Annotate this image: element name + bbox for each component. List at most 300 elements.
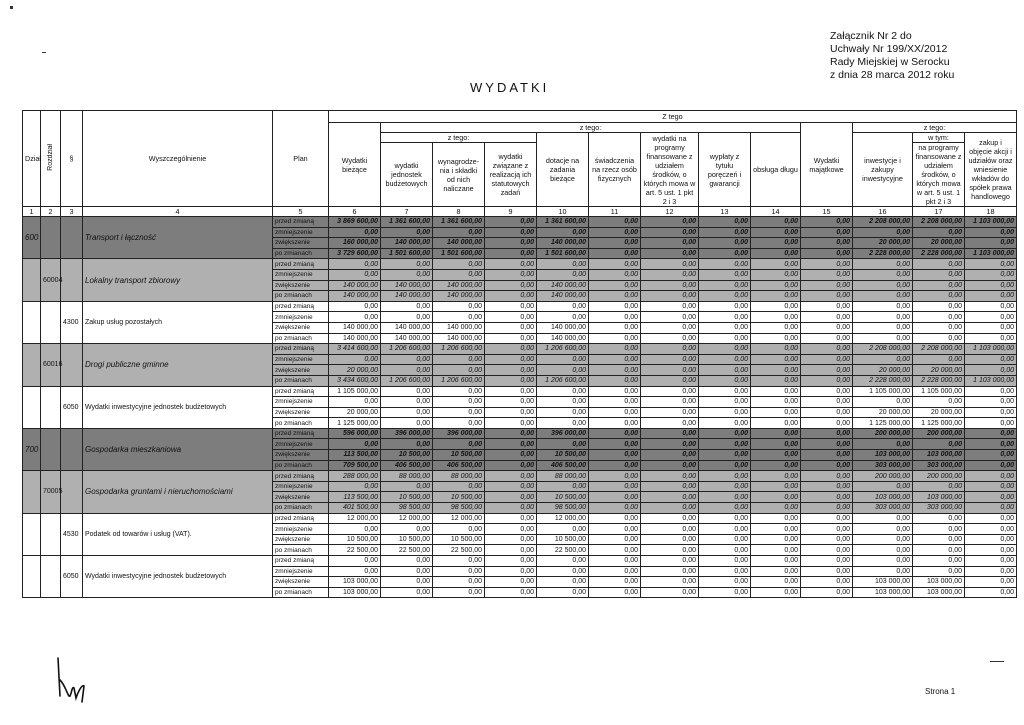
value-cell: 0,00 [641, 365, 699, 376]
value-cell: 0,00 [589, 386, 641, 397]
row-kind-label: zwiększenie [273, 450, 329, 461]
value-cell: 0,00 [699, 556, 751, 567]
value-cell: 0,00 [965, 418, 1017, 429]
value-cell: 22 500,00 [537, 545, 589, 556]
column-number: 8 [433, 207, 485, 217]
value-cell: 0,00 [485, 513, 537, 524]
value-cell: 0,00 [589, 439, 641, 450]
value-cell: 0,00 [589, 301, 641, 312]
value-cell: 0,00 [589, 513, 641, 524]
value-cell: 0,00 [381, 439, 433, 450]
row-kind-label: zmniejszenie [273, 524, 329, 535]
value-cell: 0,00 [537, 386, 589, 397]
row-kind-label: zmniejszenie [273, 481, 329, 492]
value-cell: 0,00 [965, 269, 1017, 280]
value-cell: 0,00 [699, 333, 751, 344]
value-cell: 0,00 [801, 577, 853, 588]
row-kind-label: zmniejszenie [273, 269, 329, 280]
value-cell: 0,00 [699, 587, 751, 598]
value-cell: 0,00 [965, 397, 1017, 408]
value-cell: 103 000,00 [913, 450, 965, 461]
col-inwestycje: inwestycje i zakupy inwestycyjne [853, 133, 913, 207]
value-cell: 0,00 [641, 375, 699, 386]
value-cell: 0,00 [537, 269, 589, 280]
value-cell: 0,00 [485, 566, 537, 577]
column-number: 9 [485, 207, 537, 217]
value-cell: 0,00 [801, 471, 853, 482]
value-cell: 10 500,00 [537, 534, 589, 545]
row-kind-label: zmniejszenie [273, 354, 329, 365]
value-cell: 0,00 [381, 227, 433, 238]
value-cell: 0,00 [589, 375, 641, 386]
value-cell: 0,00 [913, 259, 965, 270]
value-cell: 140 000,00 [329, 322, 381, 333]
value-cell: 1 103 000,00 [965, 248, 1017, 259]
row-kind-label: przed zmianą [273, 259, 329, 270]
table-row [23, 513, 1017, 524]
paragraf-cell: 4300 [61, 301, 83, 343]
value-cell: 0,00 [965, 513, 1017, 524]
value-cell: 1 501 600,00 [433, 248, 485, 259]
paragraf-cell [61, 344, 83, 386]
value-cell: 140 000,00 [537, 333, 589, 344]
column-number: 7 [381, 207, 433, 217]
row-kind-label: przed zmianą [273, 428, 329, 439]
value-cell: 0,00 [699, 269, 751, 280]
value-cell: 0,00 [485, 322, 537, 333]
row-kind-label: po zmianach [273, 375, 329, 386]
value-cell: 113 500,00 [329, 450, 381, 461]
value-cell: 0,00 [589, 577, 641, 588]
value-cell: 10 500,00 [381, 534, 433, 545]
header-line-3: Rady Miejskiej w Serocku [830, 56, 950, 68]
value-cell: 1 206 600,00 [381, 344, 433, 355]
description-cell: Transport i łączność [83, 217, 273, 259]
value-cell: 0,00 [589, 450, 641, 461]
value-cell: 0,00 [853, 481, 913, 492]
scan-dash [42, 52, 46, 53]
value-cell: 0,00 [965, 556, 1017, 567]
value-cell: 1 501 600,00 [537, 248, 589, 259]
value-cell: 0,00 [853, 259, 913, 270]
value-cell: 0,00 [641, 566, 699, 577]
value-cell: 0,00 [699, 460, 751, 471]
value-cell: 0,00 [641, 418, 699, 429]
value-cell: 0,00 [641, 450, 699, 461]
value-cell: 10 500,00 [433, 534, 485, 545]
value-cell: 0,00 [801, 524, 853, 535]
value-cell: 0,00 [699, 450, 751, 461]
value-cell: 140 000,00 [433, 322, 485, 333]
rozdzial-cell: 70005 [41, 471, 61, 513]
value-cell: 0,00 [751, 577, 801, 588]
value-cell: 0,00 [801, 481, 853, 492]
value-cell: 0,00 [965, 428, 1017, 439]
value-cell: 0,00 [381, 418, 433, 429]
value-cell: 10 500,00 [433, 492, 485, 503]
value-cell: 0,00 [965, 259, 1017, 270]
col-plan: Plan [273, 111, 329, 207]
value-cell: 1 361 600,00 [381, 217, 433, 228]
value-cell: 0,00 [853, 439, 913, 450]
value-cell: 0,00 [801, 269, 853, 280]
value-cell: 0,00 [433, 269, 485, 280]
row-kind-label: zmniejszenie [273, 312, 329, 323]
value-cell: 0,00 [589, 312, 641, 323]
value-cell: 303 000,00 [913, 460, 965, 471]
row-kind-label: po zmianach [273, 291, 329, 302]
value-cell: 2 228 000,00 [853, 375, 913, 386]
value-cell: 0,00 [537, 481, 589, 492]
page-number: Strona 1 [925, 687, 956, 696]
value-cell: 1 206 600,00 [433, 344, 485, 355]
value-cell: 0,00 [913, 556, 965, 567]
col-wynagrodzenia: wynagrodze-nia i składki od nich naliczane [433, 143, 485, 207]
value-cell: 0,00 [751, 248, 801, 259]
value-cell: 20 000,00 [329, 407, 381, 418]
value-cell: 0,00 [641, 291, 699, 302]
value-cell: 596 000,00 [329, 428, 381, 439]
value-cell: 12 000,00 [381, 513, 433, 524]
value-cell: 0,00 [537, 354, 589, 365]
value-cell: 2 228 000,00 [913, 375, 965, 386]
value-cell: 0,00 [751, 481, 801, 492]
value-cell: 0,00 [433, 566, 485, 577]
table-row [23, 217, 1017, 228]
value-cell: 0,00 [485, 333, 537, 344]
value-cell: 140 000,00 [381, 322, 433, 333]
value-cell: 0,00 [801, 566, 853, 577]
value-cell: 0,00 [801, 333, 853, 344]
value-cell: 0,00 [589, 545, 641, 556]
value-cell: 0,00 [589, 418, 641, 429]
value-cell: 0,00 [751, 524, 801, 535]
col-wydatki-zadania: wydatki związane z realizacją ich statutowych zadań [485, 143, 537, 207]
value-cell: 0,00 [589, 227, 641, 238]
value-cell: 0,00 [329, 481, 381, 492]
value-cell: 1 125 000,00 [913, 418, 965, 429]
value-cell: 103 000,00 [853, 587, 913, 598]
value-cell: 0,00 [751, 322, 801, 333]
value-cell: 0,00 [913, 566, 965, 577]
value-cell: 0,00 [485, 291, 537, 302]
value-cell: 0,00 [853, 301, 913, 312]
value-cell: 0,00 [699, 492, 751, 503]
table-row [23, 386, 1017, 397]
value-cell: 0,00 [965, 471, 1017, 482]
value-cell: 103 000,00 [329, 577, 381, 588]
value-cell: 0,00 [485, 344, 537, 355]
value-cell: 0,00 [433, 577, 485, 588]
value-cell: 0,00 [537, 259, 589, 270]
value-cell: 0,00 [537, 566, 589, 577]
value-cell: 0,00 [801, 492, 853, 503]
value-cell: 0,00 [801, 386, 853, 397]
value-cell: 0,00 [801, 407, 853, 418]
value-cell: 103 000,00 [913, 577, 965, 588]
value-cell: 10 500,00 [537, 450, 589, 461]
paragraf-cell [61, 428, 83, 470]
value-cell: 0,00 [801, 587, 853, 598]
value-cell: 0,00 [485, 354, 537, 365]
rozdzial-cell [41, 428, 61, 470]
value-cell: 0,00 [329, 556, 381, 567]
col-wyszczegolnienie: Wyszczególnienie [83, 111, 273, 207]
value-cell: 0,00 [485, 556, 537, 567]
value-cell: 0,00 [485, 450, 537, 461]
value-cell: 0,00 [853, 397, 913, 408]
value-cell: 0,00 [751, 375, 801, 386]
value-cell: 10 500,00 [381, 492, 433, 503]
col-rozdzial-text: Rozdział [47, 144, 54, 171]
value-cell: 0,00 [965, 238, 1017, 249]
value-cell: 0,00 [641, 587, 699, 598]
rozdzial-cell [41, 386, 61, 428]
dzial-cell [23, 386, 41, 428]
value-cell: 0,00 [641, 354, 699, 365]
value-cell: 88 000,00 [433, 471, 485, 482]
value-cell: 0,00 [913, 322, 965, 333]
value-cell: 0,00 [485, 587, 537, 598]
value-cell: 0,00 [853, 269, 913, 280]
value-cell: 0,00 [801, 460, 853, 471]
value-cell: 401 500,00 [329, 503, 381, 514]
page-title: WYDATKI [470, 80, 550, 95]
value-cell: 1 206 600,00 [381, 375, 433, 386]
value-cell: 200 000,00 [913, 428, 965, 439]
value-cell: 140 000,00 [433, 333, 485, 344]
value-cell: 0,00 [965, 291, 1017, 302]
value-cell: 0,00 [751, 471, 801, 482]
header-line-1: Załącznik Nr 2 do [830, 30, 912, 42]
value-cell: 0,00 [913, 439, 965, 450]
value-cell: 1 105 000,00 [913, 386, 965, 397]
value-cell: 0,00 [589, 407, 641, 418]
value-cell: 0,00 [801, 238, 853, 249]
value-cell: 0,00 [965, 577, 1017, 588]
value-cell: 0,00 [433, 418, 485, 429]
value-cell: 0,00 [913, 280, 965, 291]
value-cell: 0,00 [641, 460, 699, 471]
value-cell: 0,00 [433, 386, 485, 397]
value-cell: 0,00 [381, 577, 433, 588]
value-cell: 0,00 [801, 259, 853, 270]
value-cell: 0,00 [537, 301, 589, 312]
value-cell: 1 206 600,00 [537, 344, 589, 355]
value-cell: 0,00 [699, 291, 751, 302]
value-cell: 103 000,00 [913, 587, 965, 598]
expenses-table [22, 110, 1017, 598]
column-number: 16 [853, 207, 913, 217]
value-cell: 0,00 [589, 503, 641, 514]
col-z-tego-majatkowe: z tego: [853, 123, 1017, 133]
value-cell: 0,00 [641, 217, 699, 228]
value-cell: 0,00 [485, 269, 537, 280]
row-kind-label: zwiększenie [273, 365, 329, 376]
value-cell: 288 000,00 [329, 471, 381, 482]
value-cell: 98 500,00 [537, 503, 589, 514]
value-cell: 0,00 [913, 269, 965, 280]
value-cell: 0,00 [641, 344, 699, 355]
value-cell: 0,00 [965, 354, 1017, 365]
value-cell: 0,00 [853, 354, 913, 365]
value-cell: 0,00 [965, 524, 1017, 535]
value-cell: 0,00 [433, 301, 485, 312]
value-cell: 0,00 [589, 259, 641, 270]
value-cell: 0,00 [381, 301, 433, 312]
column-number: 17 [913, 207, 965, 217]
value-cell: 0,00 [537, 577, 589, 588]
col-wydatki-biezace: Wydatki bieżące [329, 123, 381, 207]
row-kind-label: po zmianach [273, 418, 329, 429]
column-number: 5 [273, 207, 329, 217]
value-cell: 0,00 [381, 407, 433, 418]
value-cell: 0,00 [751, 545, 801, 556]
value-cell: 0,00 [751, 566, 801, 577]
value-cell: 0,00 [751, 354, 801, 365]
rozdzial-cell [41, 556, 61, 598]
description-cell: Wydatki inwestycyjne jednostek budżetowych [83, 556, 273, 598]
value-cell: 0,00 [589, 481, 641, 492]
value-cell: 88 000,00 [381, 471, 433, 482]
value-cell: 0,00 [801, 513, 853, 524]
paragraf-cell [61, 259, 83, 301]
value-cell: 0,00 [641, 534, 699, 545]
value-cell: 0,00 [381, 365, 433, 376]
rozdzial-cell [41, 513, 61, 555]
value-cell: 2 208 000,00 [853, 344, 913, 355]
value-cell: 0,00 [433, 481, 485, 492]
col-z-tego-jednostek: z tego: [381, 133, 537, 143]
value-cell: 0,00 [433, 259, 485, 270]
rozdzial-cell [41, 217, 61, 259]
value-cell: 0,00 [965, 322, 1017, 333]
value-cell: 0,00 [537, 524, 589, 535]
value-cell: 0,00 [913, 524, 965, 535]
value-cell: 0,00 [589, 322, 641, 333]
value-cell: 0,00 [641, 545, 699, 556]
value-cell: 160 000,00 [329, 238, 381, 249]
description-cell: Wydatki inwestycyjne jednostek budżetowych [83, 386, 273, 428]
value-cell: 0,00 [751, 269, 801, 280]
value-cell: 0,00 [965, 439, 1017, 450]
value-cell: 0,00 [699, 375, 751, 386]
row-kind-label: zwiększenie [273, 534, 329, 545]
value-cell: 0,00 [589, 566, 641, 577]
row-kind-label: przed zmianą [273, 344, 329, 355]
value-cell: 20 000,00 [913, 407, 965, 418]
value-cell: 0,00 [699, 238, 751, 249]
value-cell: 140 000,00 [381, 280, 433, 291]
value-cell: 0,00 [965, 386, 1017, 397]
dzial-cell [23, 301, 41, 343]
rozdzial-cell [41, 301, 61, 343]
value-cell: 0,00 [381, 259, 433, 270]
col-dotacje: dotacje na zadania bieżące [537, 133, 589, 207]
value-cell: 103 000,00 [853, 450, 913, 461]
value-cell: 0,00 [699, 577, 751, 588]
value-cell: 0,00 [699, 365, 751, 376]
value-cell: 103 000,00 [853, 577, 913, 588]
column-number: 15 [801, 207, 853, 217]
value-cell: 10 500,00 [381, 450, 433, 461]
value-cell: 0,00 [751, 556, 801, 567]
value-cell: 0,00 [485, 439, 537, 450]
column-numbers-row [23, 207, 1017, 217]
value-cell: 1 125 000,00 [853, 418, 913, 429]
value-cell: 0,00 [801, 227, 853, 238]
value-cell: 0,00 [485, 312, 537, 323]
value-cell: 0,00 [485, 503, 537, 514]
description-cell: Podatek od towarów i usług (VAT). [83, 513, 273, 555]
value-cell: 0,00 [751, 238, 801, 249]
row-kind-label: zmniejszenie [273, 227, 329, 238]
value-cell: 0,00 [329, 566, 381, 577]
value-cell: 140 000,00 [433, 291, 485, 302]
value-cell: 1 103 000,00 [965, 375, 1017, 386]
col-programy: wydatki na programy finansowane z udziałem środków, o których mowa w art. 5 ust. 1 pkt 2 i 3 [641, 133, 699, 207]
value-cell: 22 500,00 [433, 545, 485, 556]
value-cell: 0,00 [381, 566, 433, 577]
value-cell: 0,00 [485, 471, 537, 482]
value-cell: 0,00 [699, 513, 751, 524]
paragraf-cell [61, 471, 83, 513]
value-cell: 0,00 [699, 280, 751, 291]
header-line-4: z dnia 28 marca 2012 roku [830, 69, 955, 81]
value-cell: 2 208 000,00 [913, 344, 965, 355]
value-cell: 10 500,00 [433, 450, 485, 461]
value-cell: 0,00 [537, 407, 589, 418]
value-cell: 0,00 [699, 344, 751, 355]
column-number: 18 [965, 207, 1017, 217]
value-cell: 0,00 [485, 577, 537, 588]
value-cell: 0,00 [699, 418, 751, 429]
value-cell: 140 000,00 [381, 238, 433, 249]
value-cell: 140 000,00 [381, 291, 433, 302]
value-cell: 709 500,00 [329, 460, 381, 471]
header-line-2: Uchwały Nr 199/XX/2012 [830, 43, 948, 55]
value-cell: 0,00 [641, 428, 699, 439]
col-dzial: Dział [23, 111, 41, 207]
value-cell: 3 434 600,00 [329, 375, 381, 386]
value-cell: 0,00 [699, 439, 751, 450]
value-cell: 0,00 [965, 227, 1017, 238]
value-cell: 0,00 [589, 587, 641, 598]
value-cell: 2 228 000,00 [853, 248, 913, 259]
row-kind-label: zwiększenie [273, 407, 329, 418]
value-cell: 0,00 [641, 312, 699, 323]
value-cell: 1 501 600,00 [381, 248, 433, 259]
row-kind-label: po zmianach [273, 248, 329, 259]
row-kind-label: zmniejszenie [273, 439, 329, 450]
value-cell: 0,00 [913, 397, 965, 408]
col-programy2: na programy finansowane z udziałem środków, o których mowa w art. 5 ust. 1 pkt 2 i 3 [913, 143, 965, 207]
value-cell: 12 000,00 [329, 513, 381, 524]
value-cell: 0,00 [965, 365, 1017, 376]
value-cell: 0,00 [965, 492, 1017, 503]
value-cell: 0,00 [433, 587, 485, 598]
value-cell: 0,00 [913, 291, 965, 302]
value-cell: 0,00 [801, 312, 853, 323]
col-majatkowe: Wydatki majątkowe [801, 123, 853, 207]
col-z-tego-biezace: z tego: [381, 123, 801, 133]
value-cell: 0,00 [589, 428, 641, 439]
value-cell: 0,00 [329, 269, 381, 280]
value-cell: 0,00 [853, 322, 913, 333]
value-cell: 0,00 [751, 344, 801, 355]
value-cell: 140 000,00 [381, 333, 433, 344]
value-cell: 12 000,00 [537, 513, 589, 524]
